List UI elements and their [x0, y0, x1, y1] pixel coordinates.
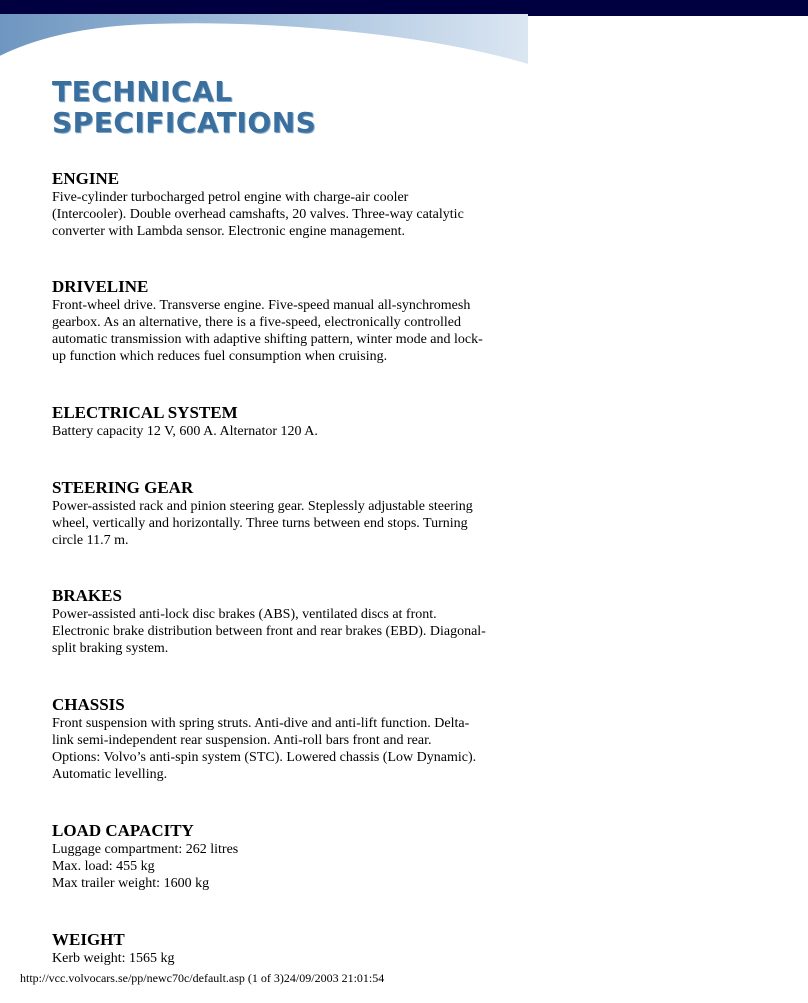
- section-text-line: Luggage compartment: 262 litres: [52, 842, 239, 857]
- section-text-line: split braking system.: [52, 641, 169, 656]
- section-load-capacity: [52, 820, 238, 892]
- section-brakes: [52, 585, 486, 657]
- section-heading: LOAD CAPACITY: [52, 821, 194, 840]
- section-text-line: Five-cylinder turbocharged petrol engine with charge-air cooler: [52, 190, 409, 205]
- section-text-line: Front-wheel drive. Transverse engine. Five-speed manual all-synchromesh: [52, 298, 471, 313]
- header-swoosh-graphic: [0, 14, 528, 68]
- section-text-line: Power-assisted rack and pinion steering gear. Steplessly adjustable steering: [52, 499, 473, 514]
- section-text-line: automatic transmission with adaptive shifting pattern, winter mode and lock-: [52, 332, 483, 347]
- section-chassis: [52, 694, 476, 783]
- section-text-line: Max trailer weight: 1600 kg: [52, 876, 210, 891]
- title-line-technical: TECHNICAL: [52, 75, 233, 108]
- section-text-line: Kerb weight: 1565 kg: [52, 951, 175, 966]
- section-text-line: wheel, vertically and horizontally. Three turns between end stops. Turning: [52, 516, 468, 531]
- section-text-line: (Intercooler). Double overhead camshafts, 20 valves. Three-way catalytic: [52, 207, 464, 222]
- section-steering-gear: [52, 477, 473, 549]
- section-text-line: Automatic levelling.: [52, 767, 168, 782]
- section-heading: ENGINE: [52, 169, 120, 188]
- section-heading: WEIGHT: [52, 930, 125, 949]
- section-electrical-system: [52, 402, 318, 440]
- section-weight: [52, 929, 174, 967]
- section-text-line: Options: Volvo’s anti-spin system (STC). Lowered chassis (Low Dynamic).: [52, 750, 477, 765]
- section-heading: CHASSIS: [52, 695, 125, 714]
- section-heading: DRIVELINE: [52, 277, 149, 296]
- section-text-line: Front suspension with spring struts. Anti-dive and anti-lift function. Delta-: [52, 716, 470, 731]
- section-heading: ELECTRICAL SYSTEM: [52, 403, 238, 422]
- section-text-line: Electronic brake distribution between front and rear brakes (EBD). Diagonal-: [52, 624, 486, 639]
- section-text-line: gearbox. As an alternative, there is a five-speed, electronically controlled: [52, 315, 461, 330]
- section-text-line: link semi-independent rear suspension. Anti-roll bars front and rear.: [52, 733, 432, 748]
- section-heading: STEERING GEAR: [52, 478, 194, 497]
- section-text-line: Max. load: 455 kg: [52, 859, 155, 874]
- section-text-line: converter with Lambda sensor. Electronic engine management.: [52, 224, 405, 239]
- section-text-line: up function which reduces fuel consumption when cruising.: [52, 349, 388, 364]
- section-heading: BRAKES: [52, 586, 122, 605]
- title-line-specifications: SPECIFICATIONS: [52, 106, 317, 139]
- footer-source-url: http://vcc.volvocars.se/pp/newc70c/default.asp (1 of 3)24/09/2003 21:01:54: [20, 971, 385, 985]
- section-text-line: Battery capacity 12 V, 600 A. Alternator 120 A.: [52, 424, 318, 439]
- section-engine: [52, 168, 464, 240]
- section-text-line: Power-assisted anti-lock disc brakes (ABS), ventilated discs at front.: [52, 607, 437, 622]
- section-text-line: circle 11.7 m.: [52, 533, 129, 548]
- section-driveline: [52, 276, 483, 365]
- page-title-banner: [52, 76, 352, 142]
